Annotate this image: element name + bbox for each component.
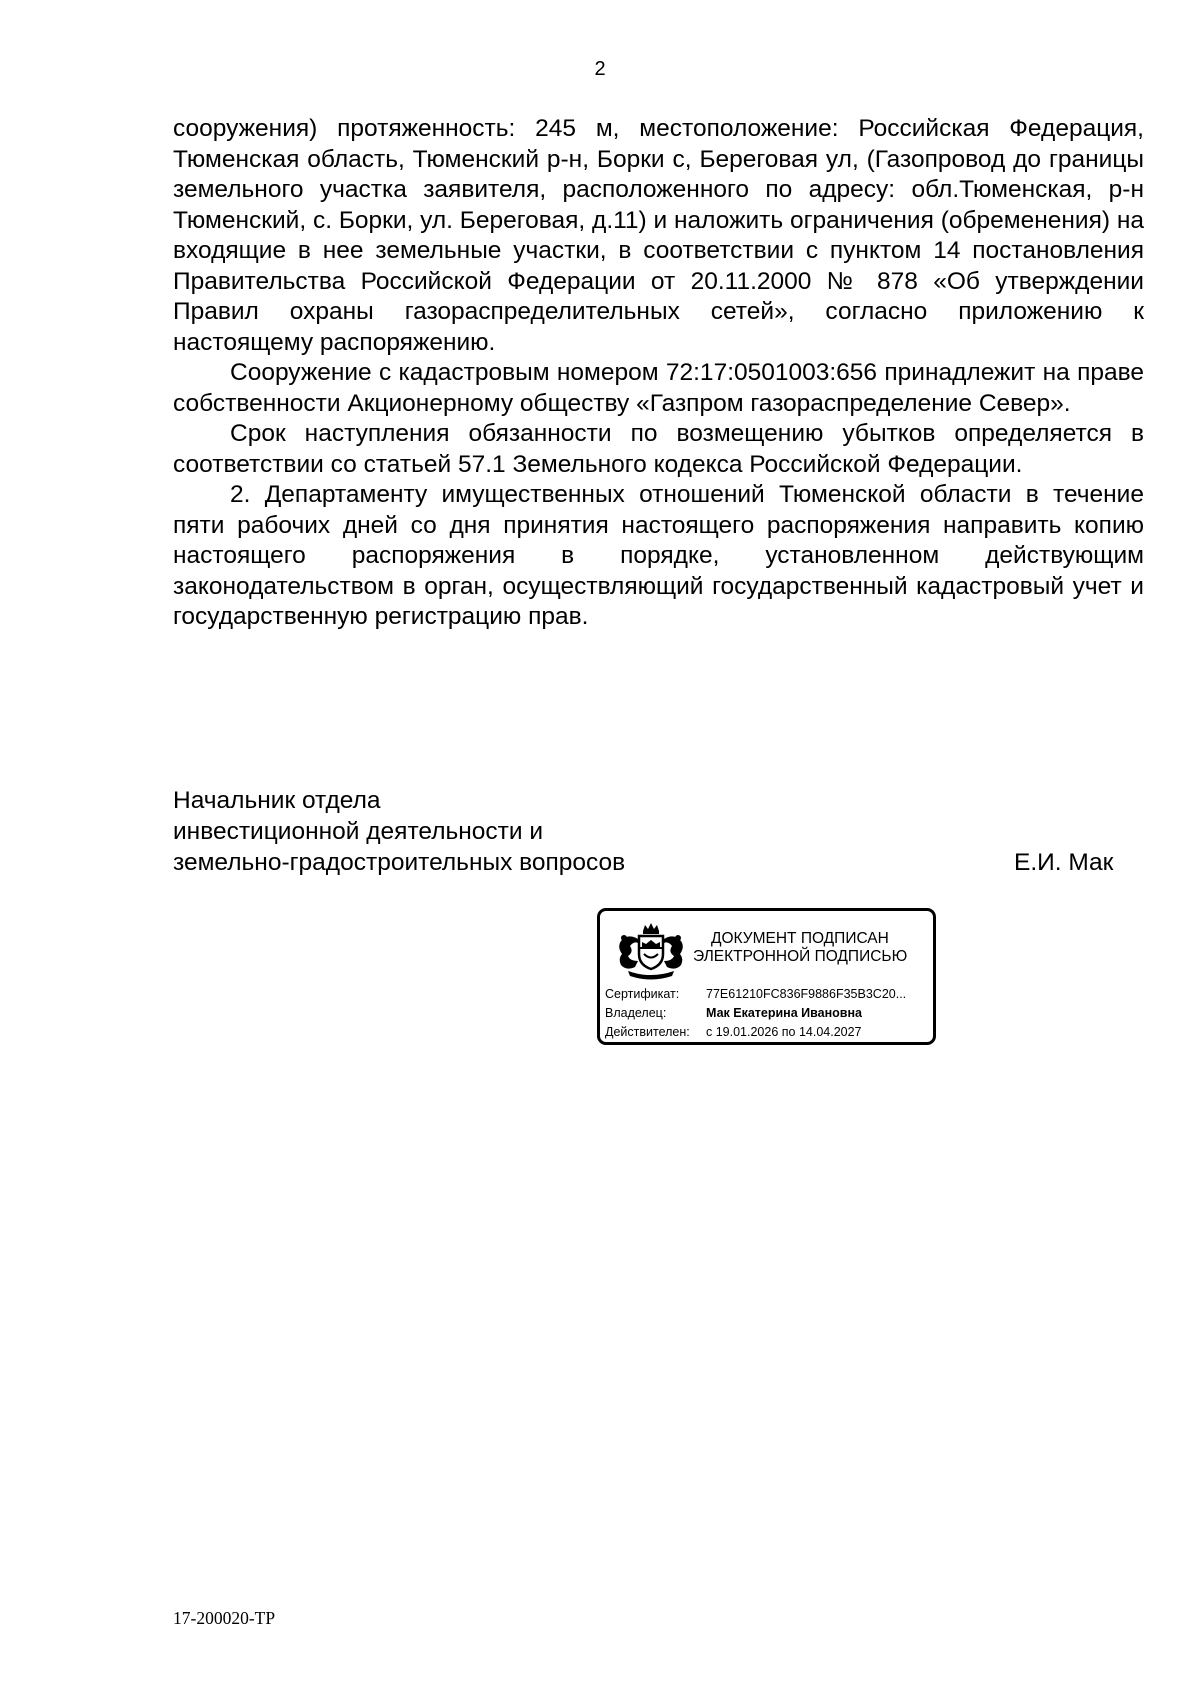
valid-value: с 19.01.2026 по 14.04.2027 xyxy=(706,1025,862,1039)
signer-name: Е.И. Мак xyxy=(1014,849,1114,876)
paragraph-ownership: Сооружение с кадастровым номером 72:17:0501003:656 принадлежит на праве собственности Акционерному обществу «Газпром газораспределение Север». xyxy=(173,359,1144,417)
valid-label: Действителен: xyxy=(605,1025,690,1039)
paragraph-continuation: сооружения) протяженность: 245 м, местоположение: Российская Федерация, Тюменская область, Тюменский р-н, Борки с, Береговая ул, (Газопровод до границы земельного участка заявителя, расположенного по адресу: обл.Тюменская, р-н Тюменский, с. Борки, ул. Береговая, д.11) и наложить ограничения (обременения) на входящие в нее земельные участки, в соответствии с пунктом 14 постановления Правительства Российской Федерации от 20.11.2000 № 878 «Об утверждении Правил охраны газораспределительных сетей», согласно приложению к настоящему распоряжению. xyxy=(173,115,1144,356)
stamp-header xyxy=(693,930,929,966)
electronic-signature-stamp xyxy=(597,908,936,1045)
stamp-validity-row xyxy=(605,1024,862,1040)
stamp-owner-row xyxy=(605,1005,862,1021)
signer-title-line: инвестиционной деятельности и xyxy=(173,818,544,845)
certificate-value: 77E61210FC836F9886F35B3C20... xyxy=(706,987,907,1001)
document-body xyxy=(173,114,1144,633)
certificate-label: Сертификат: xyxy=(605,987,680,1001)
stamp-header-line: ЭЛЕКТРОННОЙ ПОДПИСЬЮ xyxy=(693,948,908,965)
paragraph-compensation: Срок наступления обязанности по возмещению убытков определяется в соответствии со статьей 57.1 Земельного кодекса Российской Федерации. xyxy=(173,420,1144,478)
document-code: 17-200020-ТР xyxy=(173,1608,276,1628)
page-number: 2 xyxy=(594,58,606,80)
paragraph-item-2: 2. Департаменту имущественных отношений Тюменской области в течение пяти рабочих дней со дня принятия настоящего распоряжения направить копию настоящего распоряжения в порядке, установленном действующим законодательством в орган, осуществляющий государственный кадастровый учет и государственную регистрацию прав. xyxy=(173,481,1144,630)
stamp-header-line: ДОКУМЕНТ ПОДПИСАН xyxy=(711,930,889,947)
signer-title-line: земельно-градостроительных вопросов xyxy=(173,849,626,876)
owner-value: Мак Екатерина Ивановна xyxy=(706,1006,862,1020)
owner-label: Владелец: xyxy=(605,1006,667,1020)
signer-title-line: Начальник отдела xyxy=(173,787,381,814)
stamp-certificate-row xyxy=(605,986,906,1002)
signer-title xyxy=(173,785,625,878)
tyumen-coat-of-arms-icon xyxy=(612,921,690,983)
